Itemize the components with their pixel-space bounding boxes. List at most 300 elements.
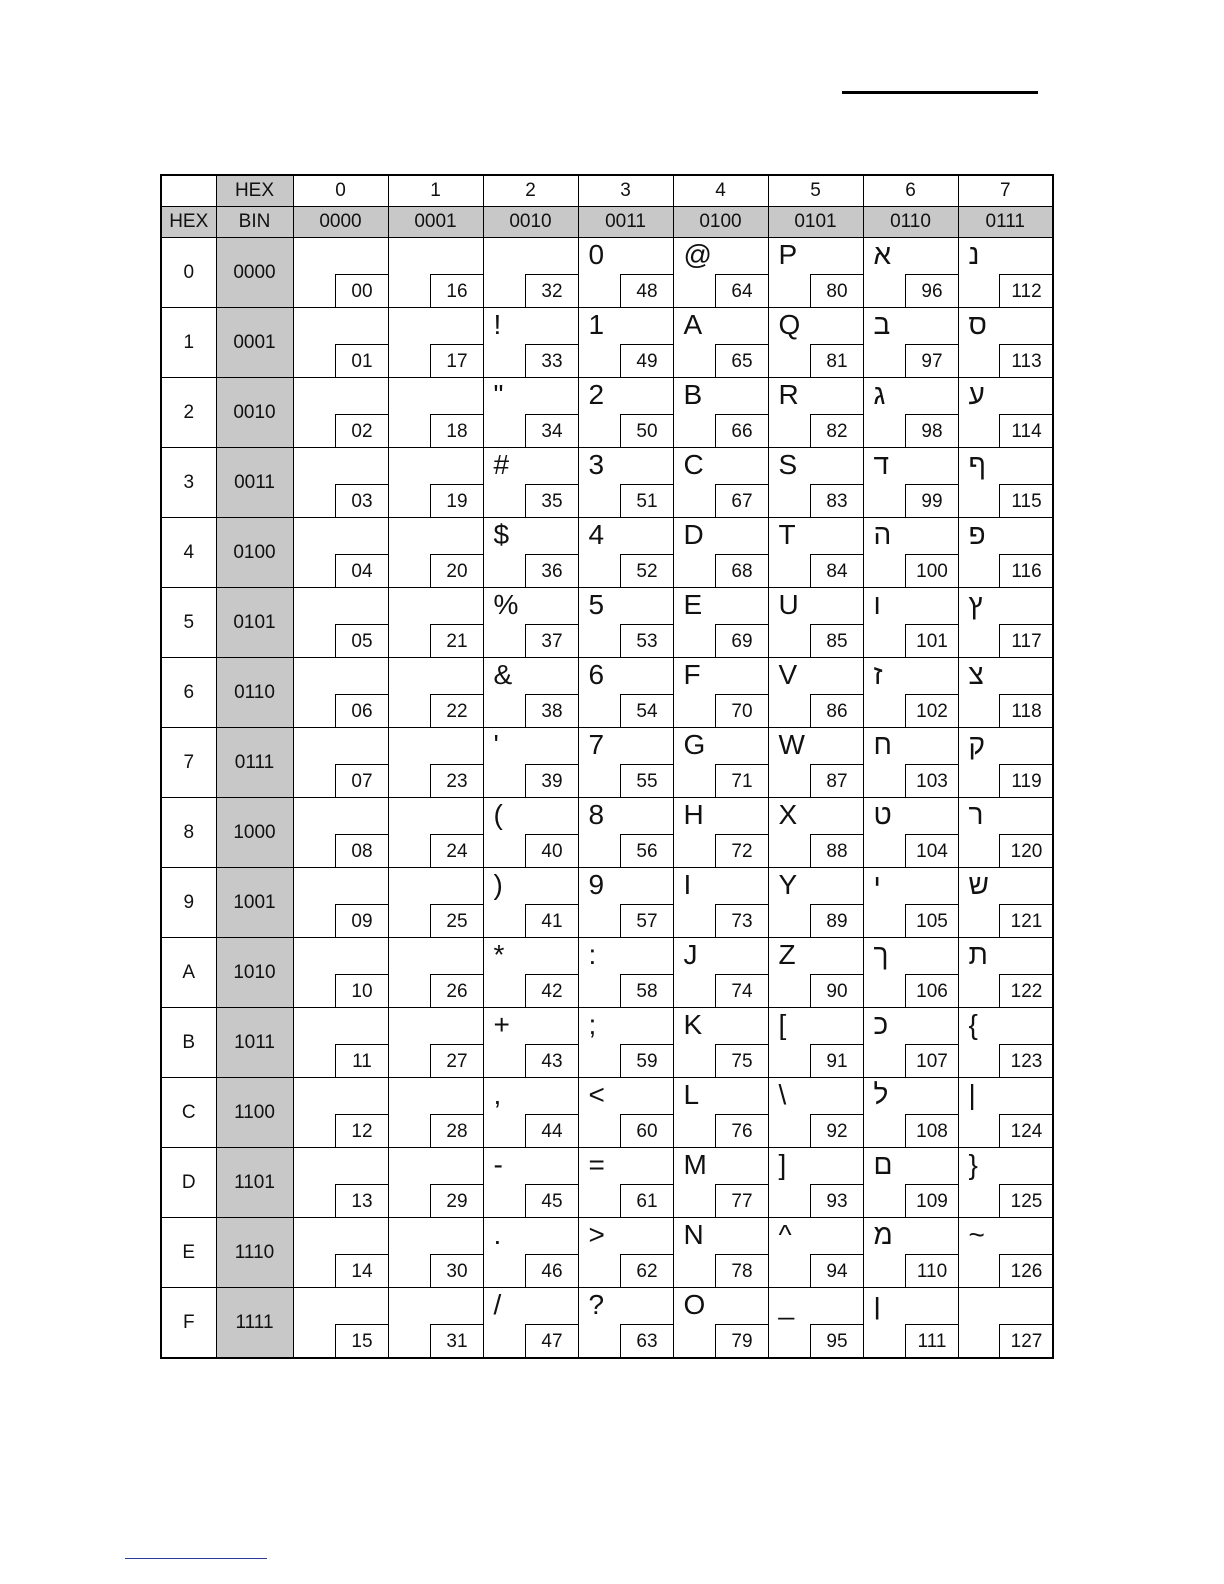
char-cell-content xyxy=(389,728,483,797)
char-glyph: ן xyxy=(873,1289,881,1320)
char-cell xyxy=(388,238,483,308)
char-cell-content xyxy=(674,1218,768,1287)
char-glyph: ! xyxy=(493,309,502,340)
char-glyph: O xyxy=(683,1289,706,1320)
char-cell xyxy=(768,938,863,1008)
char-glyph: ~ xyxy=(968,1219,985,1250)
row-bin: 1011 xyxy=(216,1008,293,1078)
decimal-code: 29 xyxy=(430,1184,484,1218)
decimal-code: 93 xyxy=(810,1184,864,1218)
char-cell xyxy=(293,1078,388,1148)
char-glyph: 0 xyxy=(588,239,605,270)
char-glyph: U xyxy=(778,589,799,620)
char-cell-content xyxy=(484,1148,578,1217)
decimal-code: 54 xyxy=(620,694,674,728)
char-cell xyxy=(958,1008,1053,1078)
char-glyph: M xyxy=(683,1149,707,1180)
char-cell xyxy=(863,868,958,938)
decimal-code: 113 xyxy=(999,344,1053,378)
char-cell-content xyxy=(389,798,483,867)
decimal-code: 36 xyxy=(525,554,579,588)
decimal-code: 79 xyxy=(715,1324,769,1358)
char-cell xyxy=(768,798,863,868)
char-glyph: A xyxy=(683,309,703,340)
decimal-code: 125 xyxy=(999,1184,1053,1218)
char-glyph: ץ xyxy=(968,589,983,620)
decimal-code: 23 xyxy=(430,764,484,798)
char-cell xyxy=(673,868,768,938)
char-cell-content xyxy=(294,588,388,657)
decimal-code: 15 xyxy=(335,1324,389,1358)
decimal-code: 69 xyxy=(715,624,769,658)
decimal-code: 24 xyxy=(430,834,484,868)
char-cell-content xyxy=(864,1008,958,1077)
decimal-code: 99 xyxy=(905,484,959,518)
decimal-code: 85 xyxy=(810,624,864,658)
char-cell xyxy=(293,868,388,938)
table-row xyxy=(161,448,1053,518)
decimal-code: 76 xyxy=(715,1114,769,1148)
decimal-code: 118 xyxy=(999,694,1053,728)
char-glyph: 3 xyxy=(588,449,605,480)
char-cell xyxy=(483,308,578,378)
char-cell xyxy=(958,658,1053,728)
header-hex-label: HEX xyxy=(216,175,293,207)
decimal-code: 62 xyxy=(620,1254,674,1288)
char-glyph: 1 xyxy=(588,309,605,340)
char-cell xyxy=(483,1218,578,1288)
char-cell xyxy=(578,658,673,728)
char-cell xyxy=(673,1288,768,1359)
char-glyph: ם xyxy=(873,1149,893,1180)
char-cell-content xyxy=(674,1008,768,1077)
char-glyph: \ xyxy=(778,1079,787,1110)
char-cell-content xyxy=(959,448,1053,517)
char-glyph: _ xyxy=(778,1289,795,1320)
char-cell xyxy=(578,868,673,938)
decimal-code: 124 xyxy=(999,1114,1053,1148)
decimal-code: 50 xyxy=(620,414,674,448)
char-cell-content xyxy=(674,938,768,1007)
char-cell xyxy=(673,1148,768,1218)
char-cell xyxy=(388,1078,483,1148)
row-hex: 2 xyxy=(161,378,216,448)
char-cell-content xyxy=(674,378,768,447)
char-cell-content xyxy=(294,658,388,727)
char-cell-content xyxy=(484,938,578,1007)
char-cell xyxy=(388,658,483,728)
char-cell xyxy=(673,448,768,518)
char-glyph: Z xyxy=(778,939,796,970)
decimal-code: 31 xyxy=(430,1324,484,1358)
decimal-code: 91 xyxy=(810,1044,864,1078)
char-cell xyxy=(958,448,1053,518)
char-cell-content xyxy=(864,1148,958,1217)
char-cell-content xyxy=(389,448,483,517)
column-hex-2: 2 xyxy=(483,175,578,207)
decimal-code: 116 xyxy=(999,554,1053,588)
char-cell-content xyxy=(674,1078,768,1147)
char-cell-content xyxy=(959,378,1053,447)
row-bin: 1001 xyxy=(216,868,293,938)
decimal-code: 09 xyxy=(335,904,389,938)
char-cell xyxy=(673,308,768,378)
char-glyph: L xyxy=(683,1079,700,1110)
char-cell-content xyxy=(674,1288,768,1357)
char-glyph: ) xyxy=(493,869,503,900)
char-cell-content xyxy=(864,868,958,937)
decimal-code: 108 xyxy=(905,1114,959,1148)
decimal-code: 07 xyxy=(335,764,389,798)
char-cell xyxy=(578,728,673,798)
char-cell-content xyxy=(579,728,673,797)
char-cell xyxy=(863,798,958,868)
header-bin-label: BIN xyxy=(216,207,293,238)
char-cell xyxy=(958,588,1053,658)
char-cell xyxy=(578,588,673,658)
decimal-code: 21 xyxy=(430,624,484,658)
char-cell-content xyxy=(484,658,578,727)
char-glyph: } xyxy=(968,1149,978,1180)
column-bin-3: 0011 xyxy=(578,207,673,238)
decimal-code: 56 xyxy=(620,834,674,868)
char-glyph: Y xyxy=(778,869,798,900)
char-cell xyxy=(768,1148,863,1218)
char-cell xyxy=(483,1148,578,1218)
char-cell xyxy=(768,1078,863,1148)
decimal-code: 48 xyxy=(620,274,674,308)
decimal-code: 67 xyxy=(715,484,769,518)
decimal-code: 40 xyxy=(525,834,579,868)
decimal-code: 122 xyxy=(999,974,1053,1008)
char-glyph: [ xyxy=(778,1009,787,1040)
char-cell xyxy=(863,378,958,448)
table-row xyxy=(161,658,1053,728)
char-cell xyxy=(863,518,958,588)
char-cell xyxy=(578,798,673,868)
table-row xyxy=(161,1078,1053,1148)
char-cell-content xyxy=(674,658,768,727)
decimal-code: 28 xyxy=(430,1114,484,1148)
decimal-code: 95 xyxy=(810,1324,864,1358)
decimal-code: 114 xyxy=(999,414,1053,448)
char-cell xyxy=(673,938,768,1008)
char-cell xyxy=(293,378,388,448)
decimal-code: 83 xyxy=(810,484,864,518)
row-hex: E xyxy=(161,1218,216,1288)
decimal-code: 123 xyxy=(999,1044,1053,1078)
char-cell xyxy=(958,938,1053,1008)
decimal-code: 101 xyxy=(905,624,959,658)
char-cell xyxy=(483,1008,578,1078)
char-glyph: ז xyxy=(873,659,883,690)
char-cell xyxy=(863,308,958,378)
decimal-code: 121 xyxy=(999,904,1053,938)
char-cell-content xyxy=(484,308,578,377)
char-cell xyxy=(388,1288,483,1359)
char-cell xyxy=(673,728,768,798)
char-cell-content xyxy=(864,378,958,447)
char-glyph: V xyxy=(778,659,798,690)
char-cell-content xyxy=(769,448,863,517)
decimal-code: 14 xyxy=(335,1254,389,1288)
char-glyph: ש xyxy=(968,869,989,900)
char-cell xyxy=(293,658,388,728)
char-cell xyxy=(483,868,578,938)
row-hex: 7 xyxy=(161,728,216,798)
char-cell xyxy=(863,588,958,658)
decimal-code: 33 xyxy=(525,344,579,378)
char-cell-content xyxy=(769,938,863,1007)
decimal-code: 44 xyxy=(525,1114,579,1148)
decimal-code: 103 xyxy=(905,764,959,798)
column-bin-4: 0100 xyxy=(673,207,768,238)
char-glyph: א xyxy=(873,239,892,270)
char-cell xyxy=(483,798,578,868)
char-cell xyxy=(293,1218,388,1288)
decimal-code: 47 xyxy=(525,1324,579,1358)
char-cell-content xyxy=(674,798,768,867)
char-cell xyxy=(768,1288,863,1359)
char-cell xyxy=(863,238,958,308)
char-glyph: = xyxy=(588,1149,605,1180)
char-cell-content xyxy=(294,448,388,517)
char-cell-content xyxy=(484,588,578,657)
char-cell xyxy=(388,728,483,798)
char-cell xyxy=(388,1218,483,1288)
decimal-code: 64 xyxy=(715,274,769,308)
char-cell-content xyxy=(864,728,958,797)
table-row xyxy=(161,1148,1053,1218)
decimal-code: 112 xyxy=(999,274,1053,308)
char-glyph: > xyxy=(588,1219,605,1250)
char-glyph: K xyxy=(683,1009,703,1040)
char-glyph: ח xyxy=(873,729,892,760)
char-cell-content xyxy=(769,1148,863,1217)
char-cell-content xyxy=(579,938,673,1007)
table-row xyxy=(161,1008,1053,1078)
char-glyph: ב xyxy=(873,309,891,340)
char-cell xyxy=(768,728,863,798)
char-glyph: ד xyxy=(873,449,890,480)
column-hex-7: 7 xyxy=(958,175,1053,207)
char-cell xyxy=(388,798,483,868)
char-cell xyxy=(293,518,388,588)
char-cell-content xyxy=(959,868,1053,937)
char-cell xyxy=(578,1218,673,1288)
column-hex-0: 0 xyxy=(293,175,388,207)
char-glyph: מ xyxy=(873,1219,893,1250)
char-cell-content xyxy=(389,378,483,447)
row-bin: 0010 xyxy=(216,378,293,448)
char-cell-content xyxy=(959,728,1053,797)
char-glyph: : xyxy=(588,939,597,970)
decimal-code: 53 xyxy=(620,624,674,658)
char-cell xyxy=(958,868,1053,938)
char-cell xyxy=(768,238,863,308)
char-cell-content xyxy=(864,588,958,657)
char-cell xyxy=(768,1218,863,1288)
column-bin-6: 0110 xyxy=(863,207,958,238)
row-hex: A xyxy=(161,938,216,1008)
table-row xyxy=(161,308,1053,378)
char-cell xyxy=(673,378,768,448)
table-row xyxy=(161,868,1053,938)
char-glyph: ^ xyxy=(778,1219,792,1250)
decimal-code: 90 xyxy=(810,974,864,1008)
char-glyph: W xyxy=(778,729,805,760)
char-cell-content xyxy=(864,238,958,307)
char-cell-content xyxy=(389,308,483,377)
char-cell-content xyxy=(389,588,483,657)
char-cell-content xyxy=(769,308,863,377)
char-cell xyxy=(293,938,388,1008)
char-cell-content xyxy=(579,378,673,447)
row-bin: 1111 xyxy=(216,1288,293,1359)
char-cell-content xyxy=(864,1078,958,1147)
char-cell xyxy=(768,588,863,658)
char-cell-content xyxy=(959,1078,1053,1147)
char-cell xyxy=(768,658,863,728)
row-hex: 6 xyxy=(161,658,216,728)
decimal-code: 66 xyxy=(715,414,769,448)
char-glyph: T xyxy=(778,519,796,550)
decimal-code: 49 xyxy=(620,344,674,378)
char-glyph: Q xyxy=(778,309,801,340)
decimal-code: 43 xyxy=(525,1044,579,1078)
table-row xyxy=(161,378,1053,448)
decimal-code: 13 xyxy=(335,1184,389,1218)
char-cell-content xyxy=(579,308,673,377)
char-glyph: @ xyxy=(683,239,712,270)
char-cell-content xyxy=(769,798,863,867)
char-cell xyxy=(388,868,483,938)
table-row xyxy=(161,238,1053,308)
decimal-code: 71 xyxy=(715,764,769,798)
char-cell xyxy=(768,868,863,938)
char-cell-content xyxy=(389,658,483,727)
char-glyph: 7 xyxy=(588,729,605,760)
char-cell-content xyxy=(674,868,768,937)
char-cell-content xyxy=(769,658,863,727)
char-cell xyxy=(863,938,958,1008)
decimal-code: 60 xyxy=(620,1114,674,1148)
char-glyph: N xyxy=(683,1219,704,1250)
decimal-code: 52 xyxy=(620,554,674,588)
decimal-code: 22 xyxy=(430,694,484,728)
char-glyph: B xyxy=(683,379,703,410)
char-cell-content xyxy=(484,1288,578,1357)
decimal-code: 30 xyxy=(430,1254,484,1288)
decimal-code: 02 xyxy=(335,414,389,448)
decimal-code: 127 xyxy=(999,1324,1053,1358)
table-row xyxy=(161,588,1053,658)
decimal-code: 57 xyxy=(620,904,674,938)
char-cell xyxy=(673,238,768,308)
char-cell xyxy=(768,378,863,448)
char-cell xyxy=(958,1148,1053,1218)
char-glyph: 9 xyxy=(588,869,605,900)
char-glyph: E xyxy=(683,589,703,620)
decimal-code: 55 xyxy=(620,764,674,798)
decimal-code: 01 xyxy=(335,344,389,378)
char-cell-content xyxy=(769,728,863,797)
char-glyph: + xyxy=(493,1009,510,1040)
char-cell-content xyxy=(579,868,673,937)
char-cell xyxy=(388,1148,483,1218)
char-cell-content xyxy=(959,518,1053,587)
char-cell-content xyxy=(294,1218,388,1287)
decimal-code: 41 xyxy=(525,904,579,938)
char-glyph: , xyxy=(493,1079,502,1110)
column-bin-7: 0111 xyxy=(958,207,1053,238)
decimal-code: 17 xyxy=(430,344,484,378)
char-glyph: D xyxy=(683,519,704,550)
column-bin-0: 0000 xyxy=(293,207,388,238)
character-code-table xyxy=(160,174,1054,1359)
char-cell-content xyxy=(579,1078,673,1147)
char-cell-content xyxy=(389,238,483,307)
char-cell-content xyxy=(294,868,388,937)
char-glyph: % xyxy=(493,589,519,620)
char-glyph: 6 xyxy=(588,659,605,690)
char-glyph: G xyxy=(683,729,706,760)
char-cell xyxy=(863,1288,958,1359)
char-glyph: ( xyxy=(493,799,503,830)
decimal-code: 61 xyxy=(620,1184,674,1218)
decimal-code: 58 xyxy=(620,974,674,1008)
char-cell xyxy=(483,238,578,308)
decimal-code: 25 xyxy=(430,904,484,938)
table-row xyxy=(161,798,1053,868)
char-glyph: ר xyxy=(968,799,984,830)
top-rule xyxy=(842,91,1038,94)
char-glyph: ל xyxy=(873,1079,889,1110)
char-cell xyxy=(958,238,1053,308)
row-bin: 1101 xyxy=(216,1148,293,1218)
char-cell xyxy=(483,938,578,1008)
char-cell-content xyxy=(864,308,958,377)
char-cell-content xyxy=(959,588,1053,657)
char-cell-content xyxy=(294,518,388,587)
char-cell-content xyxy=(674,588,768,657)
char-cell-content xyxy=(389,1008,483,1077)
row-bin: 1000 xyxy=(216,798,293,868)
char-cell-content xyxy=(389,518,483,587)
char-cell xyxy=(863,658,958,728)
row-bin: 1010 xyxy=(216,938,293,1008)
decimal-code: 26 xyxy=(430,974,484,1008)
char-cell-content xyxy=(389,1288,483,1357)
decimal-code: 88 xyxy=(810,834,864,868)
char-cell xyxy=(578,518,673,588)
char-cell xyxy=(483,588,578,658)
decimal-code: 78 xyxy=(715,1254,769,1288)
column-bin-1: 0001 xyxy=(388,207,483,238)
decimal-code: 32 xyxy=(525,274,579,308)
row-hex: 4 xyxy=(161,518,216,588)
decimal-code: 46 xyxy=(525,1254,579,1288)
char-glyph: ף xyxy=(968,449,986,480)
row-bin: 0001 xyxy=(216,308,293,378)
decimal-code: 84 xyxy=(810,554,864,588)
char-cell xyxy=(578,1288,673,1359)
char-glyph: ; xyxy=(588,1009,597,1040)
char-cell-content xyxy=(484,728,578,797)
decimal-code: 117 xyxy=(999,624,1053,658)
char-cell xyxy=(958,1218,1053,1288)
char-cell xyxy=(578,448,673,518)
